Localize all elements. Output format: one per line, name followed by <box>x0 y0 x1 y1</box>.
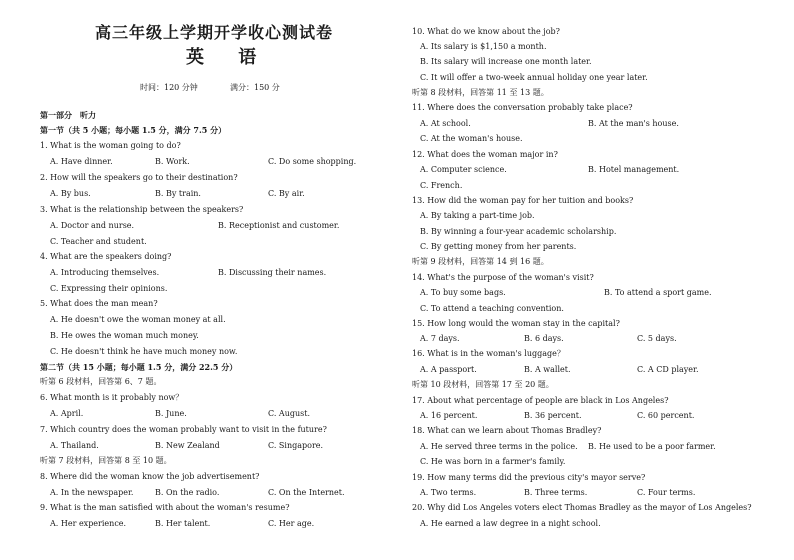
option-14a: A. To buy some bags. <box>420 288 506 297</box>
option-10a: A. Its salary is $1,150 a month. <box>420 42 547 51</box>
question-9: 9. What is the man satisfied with about the woman's resume? <box>40 503 290 512</box>
question-12: 12. What does the woman major in? <box>412 150 558 159</box>
option-9c: C. Her age. <box>268 519 315 528</box>
option-5c: C. He doesn't think he have much money now. <box>50 347 238 356</box>
option-16c: C. A CD player. <box>637 365 699 374</box>
exam-title: 高三年级上学期开学收心测试卷 <box>95 23 334 42</box>
option-7a: A. Thailand. <box>50 441 99 450</box>
option-17b: B. 36 percent. <box>524 411 582 420</box>
option-19a: A. Two terms. <box>420 488 477 497</box>
option-12b: B. Hotel management. <box>588 165 680 174</box>
option-13a: A. By taking a part-time job. <box>420 211 535 220</box>
question-15: 15. How long would the woman stay in the capital? <box>412 319 620 328</box>
option-19c: C. Four terms. <box>637 488 696 497</box>
option-14c: C. To attend a teaching convention. <box>420 304 564 313</box>
question-17: 17. About what percentage of people are black in Los Angeles? <box>412 396 669 405</box>
section1-heading: 第一节（共 5 小题；每小题 1.5 分，满分 7.5 分） <box>40 125 227 135</box>
option-18a: A. He served three terms in the police. <box>420 442 578 451</box>
option-15a: A. 7 days. <box>420 334 460 343</box>
option-4c: C. Expressing their opinions. <box>50 284 168 293</box>
option-17a: A. 16 percent. <box>420 411 478 420</box>
option-6c: C. August. <box>268 409 310 418</box>
question-1: 1. What is the woman going to do? <box>40 141 181 150</box>
option-6b: B. June. <box>155 409 187 418</box>
option-5b: B. He owes the woman much money. <box>50 331 199 340</box>
option-20a: A. He earned a law degree in a night school. <box>420 519 601 528</box>
option-7c: C. Singapore. <box>268 441 324 450</box>
option-16a: A. A passport. <box>420 365 477 374</box>
option-11b: B. At the man's house. <box>588 119 679 128</box>
option-17c: C. 60 percent. <box>637 411 695 420</box>
option-3c: C. Teacher and student. <box>50 237 147 246</box>
question-18: 18. What can we learn about Thomas Bradley? <box>412 426 602 435</box>
option-13b: B. By winning a four-year academic scholarship. <box>420 227 617 236</box>
option-9a: A. Her experience. <box>50 519 127 528</box>
question-16: 16. What is in the woman's luggage？ <box>412 349 565 358</box>
passage-note-10: 听第 10 段材料，回答第 17 至 20 题。 <box>412 380 554 389</box>
question-2: 2. How will the speakers go to their destination? <box>40 173 238 182</box>
option-8c: C. On the Internet. <box>268 488 345 497</box>
passage-note-6: 听第 6 段材料，回答第 6、7 题。 <box>40 377 162 386</box>
option-13c: C. By getting money from her parents. <box>420 242 577 251</box>
question-6: 6. What month is it probably now？ <box>40 393 184 402</box>
option-7b: B. New Zealand <box>155 441 220 450</box>
option-4a: A. Introducing themselves. <box>50 268 160 277</box>
option-18c: C. He was born in a farmer's family. <box>420 457 566 466</box>
option-1a: A. Have dinner. <box>50 157 113 166</box>
option-5a: A. He doesn't owe the woman money at all. <box>50 315 226 324</box>
option-11c: C. At the woman's house. <box>420 134 523 143</box>
option-15b: B. 6 days. <box>524 334 564 343</box>
question-4: 4. What are the speakers doing? <box>40 252 172 261</box>
option-19b: B. Three terms. <box>524 488 588 497</box>
option-10b: B. Its salary will increase one month later. <box>420 57 592 66</box>
question-14: 14. What's the purpose of the woman's visit? <box>412 273 594 282</box>
option-8a: A. In the newspaper. <box>50 488 134 497</box>
question-20: 20. Why did Los Angeles voters elect Thomas Bradley as the mayor of Los Angeles? <box>412 503 752 512</box>
option-1c: C. Do some shopping. <box>268 157 357 166</box>
option-18b: B. He used to be a poor farmer. <box>588 442 716 451</box>
passage-note-8: 听第 8 段材料，回答第 11 至 13 题。 <box>412 88 549 97</box>
option-9b: B. Her talent. <box>155 519 211 528</box>
part-heading: 第一部分 听力 <box>40 110 96 120</box>
section2-heading: 第二节（共 15 小题；每小题 1.5 分，满分 22.5 分） <box>40 362 238 372</box>
option-6a: A. April. <box>50 409 84 418</box>
option-15c: C. 5 days. <box>637 334 677 343</box>
option-14b: B. To attend a sport game. <box>604 288 712 297</box>
option-2c: C. By air. <box>268 189 305 198</box>
question-3: 3. What is the relationship between the speakers? <box>40 205 244 214</box>
question-5: 5. What does the man mean? <box>40 299 158 308</box>
passage-note-9: 听第 9 段材料，回答第 14 到 16 题。 <box>412 257 549 266</box>
question-19: 19. How many terms did the previous city's mayor serve? <box>412 473 646 482</box>
exam-score: 满分：150 分 <box>230 83 280 92</box>
option-3a: A. Doctor and nurse. <box>50 221 135 230</box>
option-12c: C. French. <box>420 181 463 190</box>
option-12a: A. Computer science. <box>420 165 507 174</box>
option-3b: B. Receptionist and customer. <box>218 221 340 230</box>
option-2a: A. By bus. <box>50 189 91 198</box>
option-8b: B. On the radio. <box>155 488 220 497</box>
option-10c: C. It will offer a two-week annual holiday one year later. <box>420 73 648 82</box>
question-11: 11. Where does the conversation probably take place? <box>412 103 633 112</box>
option-4b: B. Discussing their names. <box>218 268 327 277</box>
exam-time: 时间：120 分钟 <box>140 83 198 92</box>
question-10: 10. What do we know about the job? <box>412 27 560 36</box>
subject-title: 英 语 <box>186 47 271 68</box>
passage-note-7: 听第 7 段材料，回答第 8 至 10 题。 <box>40 456 172 465</box>
option-2b: B. By train. <box>155 189 201 198</box>
option-11a: A. At school. <box>420 119 471 128</box>
question-13: 13. How did the woman pay for her tuition and books? <box>412 196 634 205</box>
option-1b: B. Work. <box>155 157 190 166</box>
question-8: 8. Where did the woman know the job advertisement? <box>40 472 260 481</box>
option-16b: B. A wallet. <box>524 365 571 374</box>
question-7: 7. Which country does the woman probably want to visit in the future? <box>40 425 327 434</box>
